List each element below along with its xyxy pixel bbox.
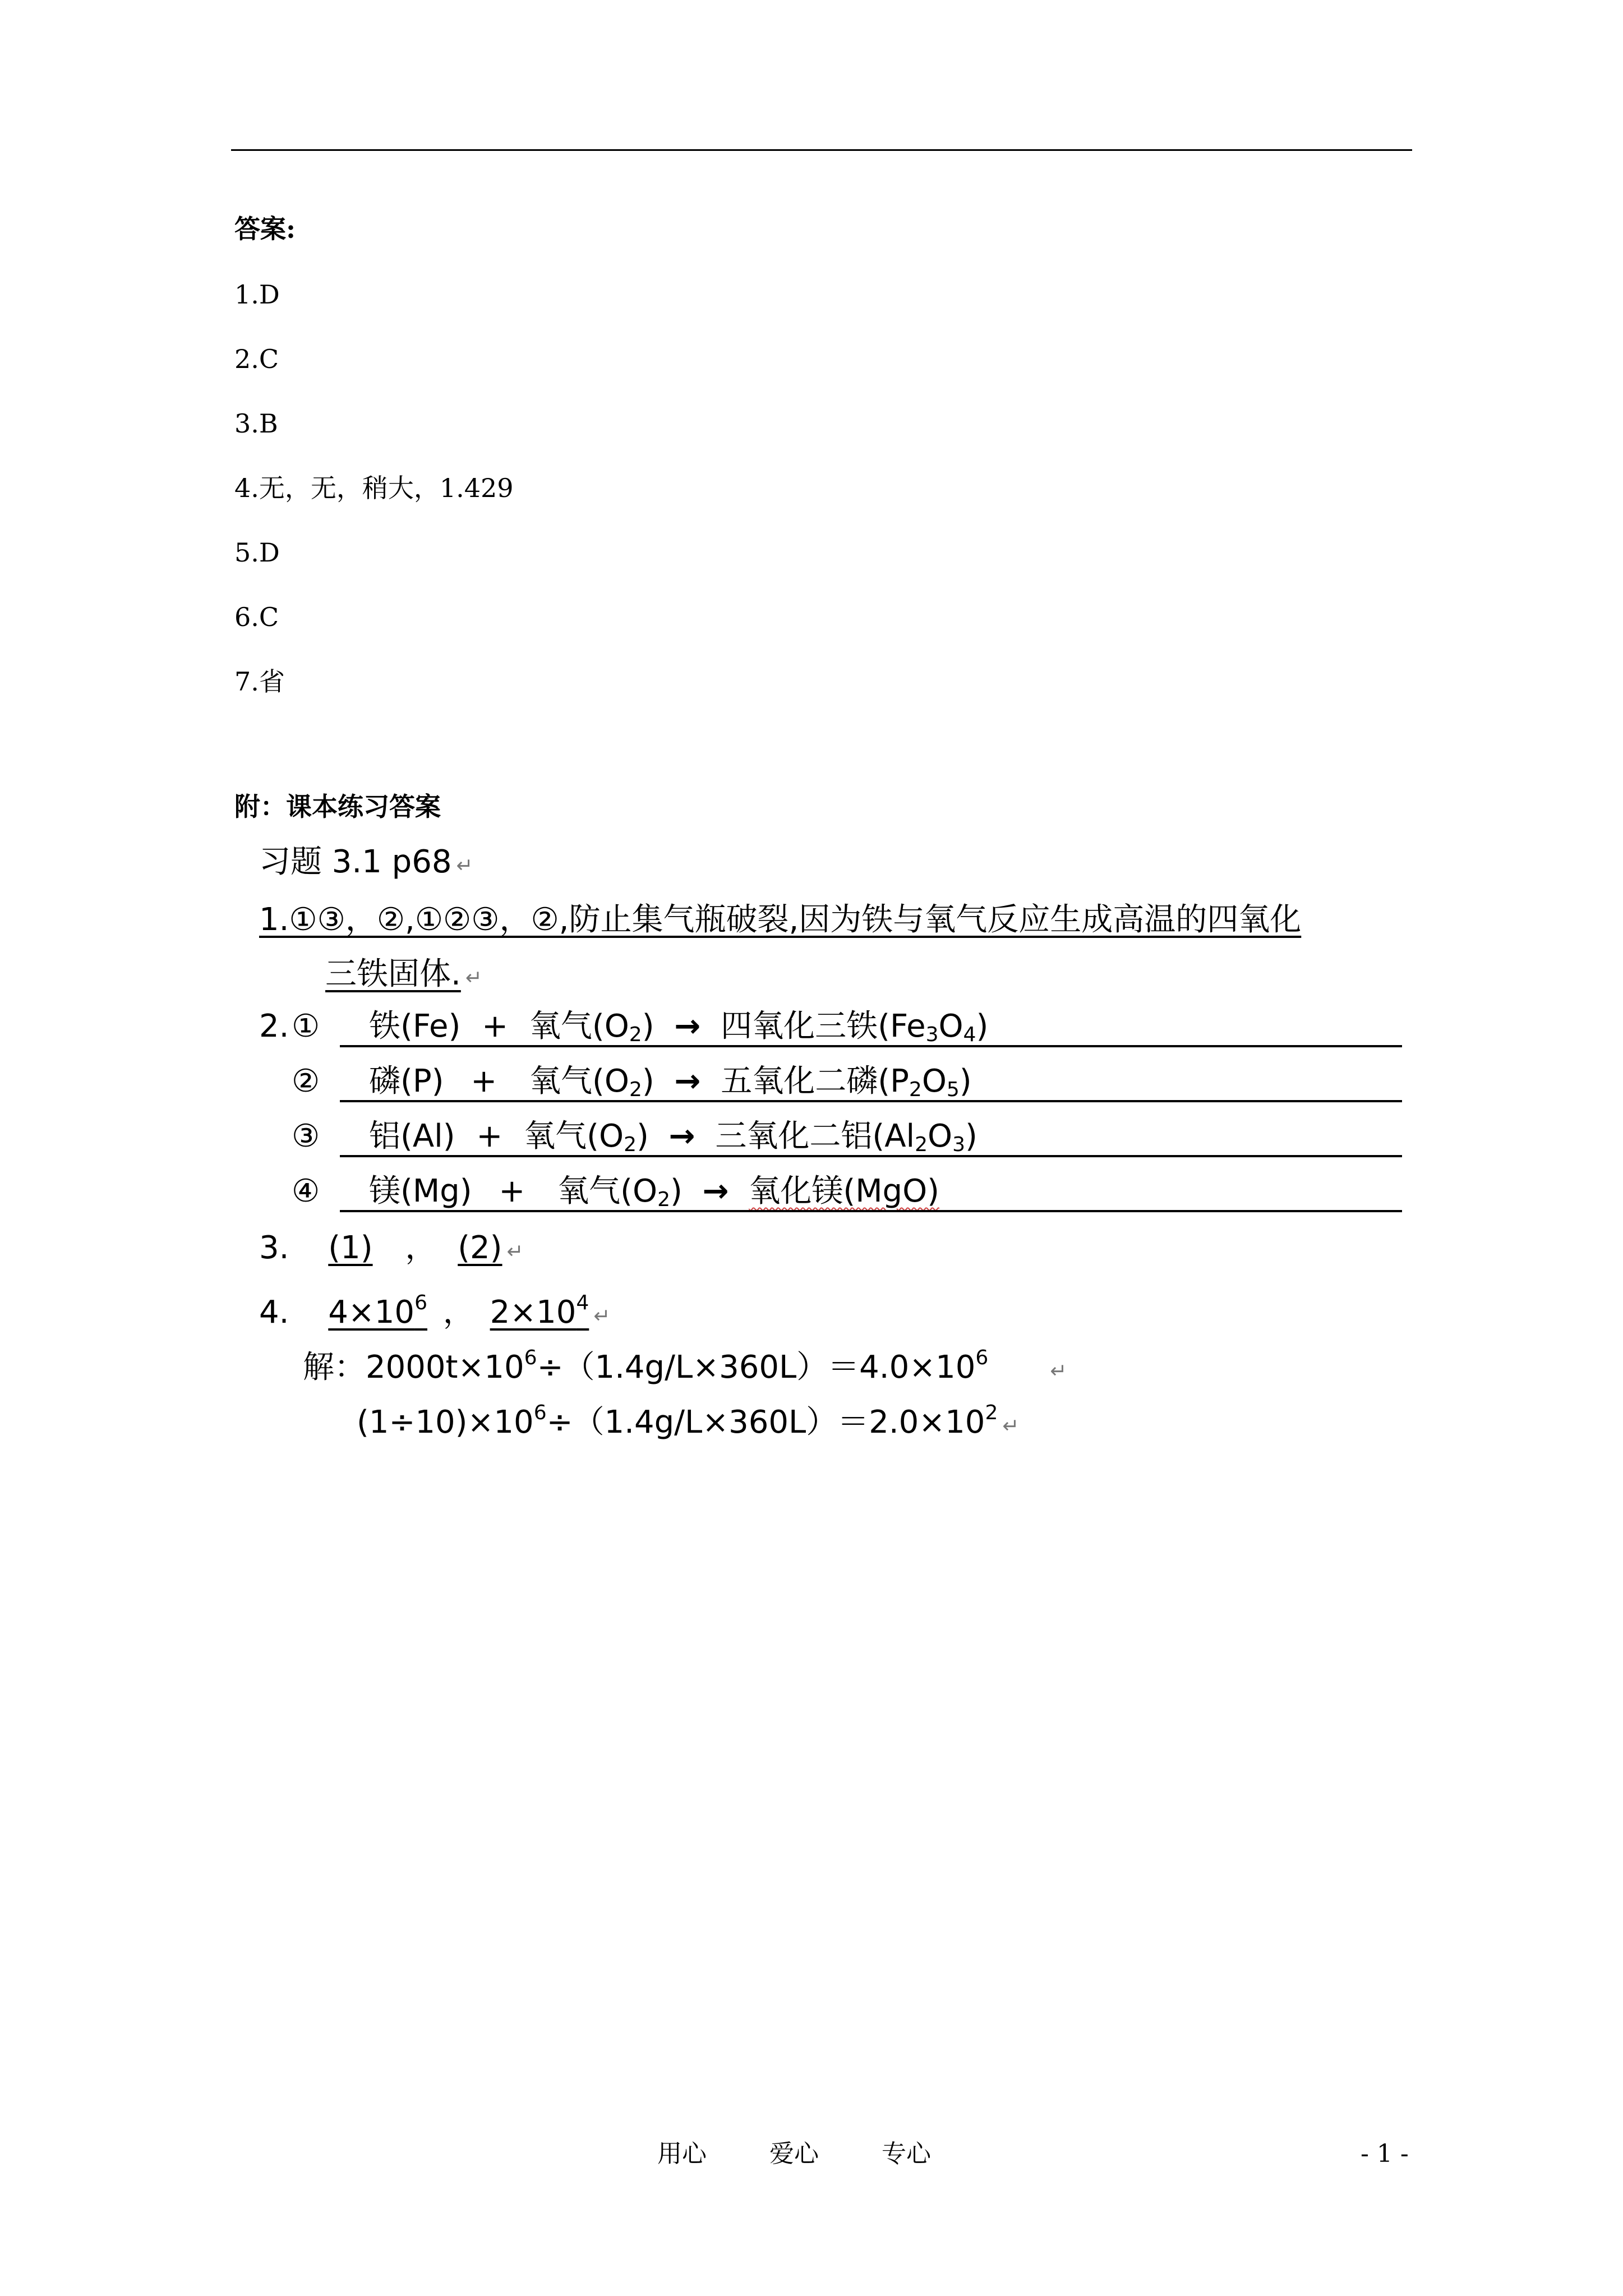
q2-row-1-underline xyxy=(340,1045,1402,1047)
page-number: - 1 - xyxy=(1361,2139,1409,2168)
q2-row-marker: ② xyxy=(292,1063,320,1099)
q2-prefix: 2. xyxy=(259,1008,289,1045)
q1-line-2-text: 三铁固体. xyxy=(325,956,461,992)
q4-line xyxy=(259,1283,610,1336)
answer-item-4: 4.无，无，稍大，1.429 xyxy=(234,473,514,503)
q2-arrow: → xyxy=(702,1173,729,1209)
q2-row-2 xyxy=(292,1062,972,1110)
q2-reactant1: 磷(P) xyxy=(369,1063,444,1099)
q2-arrow: → xyxy=(674,1008,701,1045)
q2-reactant2: 氧气$(O_2)$ xyxy=(529,1008,654,1046)
q4-separator: ， xyxy=(442,1294,474,1331)
q2-reactant1: 镁(Mg) xyxy=(369,1173,472,1209)
q2-arrow: → xyxy=(668,1118,695,1154)
q2-row-4 xyxy=(292,1172,939,1220)
q2-reactant2: 氧气$(O_2)$ xyxy=(529,1063,654,1101)
answer-item-1: 1.D xyxy=(234,279,280,310)
q2-reactant2: 氧气$(O_2)$ xyxy=(524,1118,649,1156)
q3-separator: ， xyxy=(405,1230,437,1266)
return-mark: ↵ xyxy=(1002,1415,1020,1438)
answer-item-5: 5.D xyxy=(234,537,280,568)
q2-plus: + xyxy=(476,1118,503,1154)
q4-prefix: 4. xyxy=(259,1294,289,1331)
q2-row-4-underline xyxy=(340,1210,1402,1212)
footer-motto-3: 专心 xyxy=(882,2139,931,2168)
q3-answer-2: (2) xyxy=(458,1230,502,1266)
q2-plus: + xyxy=(482,1008,509,1045)
q3-line xyxy=(259,1228,524,1272)
header-rule xyxy=(231,149,1412,151)
q2-plus: + xyxy=(499,1173,525,1209)
q2-reactant1: 铁(Fe) xyxy=(369,1008,461,1045)
footer-motto-1: 用心 xyxy=(657,2139,707,2168)
q4-answer-2: $2\times 10^4$ xyxy=(490,1291,589,1331)
q3-prefix: 3. xyxy=(259,1230,289,1266)
q2-product: 三氧化二铝$(Al_2O_3)$ xyxy=(715,1118,978,1156)
appendix-title: 附：课本练习答案 xyxy=(234,792,441,822)
q2-plus: + xyxy=(471,1063,497,1099)
q2-product: 五氧化二磷$(P_2O_5)$ xyxy=(721,1063,972,1101)
q2-row-1 xyxy=(292,1007,988,1055)
return-mark: ↵ xyxy=(1050,1360,1067,1383)
footer-motto-2: 爱心 xyxy=(769,2139,819,2168)
answer-item-3: 3.B xyxy=(234,408,278,439)
q2-row-marker: ④ xyxy=(292,1173,320,1209)
q2-row-2-underline xyxy=(340,1100,1402,1102)
return-mark: ↵ xyxy=(593,1305,611,1328)
q1-line-2 xyxy=(325,955,482,998)
q4-answer-1: $4\times 10^6$ xyxy=(328,1291,427,1331)
q2-arrow: → xyxy=(674,1063,701,1099)
q2-row-3-underline xyxy=(340,1155,1402,1157)
return-mark: ↵ xyxy=(506,1240,524,1263)
exercise-heading-text: 习题 3.1 p68 xyxy=(259,844,452,880)
q2-row-3 xyxy=(292,1117,978,1165)
q3-answer-1: (1) xyxy=(328,1230,373,1266)
q2-product: 四氧化三铁$(Fe_3O_4)$ xyxy=(721,1008,989,1046)
answer-item-2: 2.C xyxy=(234,344,279,374)
q2-row-marker: ① xyxy=(292,1008,320,1045)
q4-solution-label: 解： xyxy=(303,1349,366,1386)
q2-product: 氧化镁(MgO) xyxy=(749,1173,940,1209)
answers-title: 答案: xyxy=(234,214,296,244)
q1-line-1 xyxy=(259,900,1301,940)
q2-reactant2: 氧气$(O_2)$ xyxy=(557,1173,683,1211)
answer-item-6: 6.C xyxy=(234,602,279,632)
q2-row-marker: ③ xyxy=(292,1118,320,1154)
q1-line-1-text: 1.①③，②,①②③，②,防止集气瓶破裂,因为铁与氧气反应生成高温的四氧化 xyxy=(259,901,1302,938)
q2-reactant1: 铝(Al) xyxy=(369,1118,455,1154)
return-mark: ↵ xyxy=(456,854,473,877)
return-mark: ↵ xyxy=(465,967,482,990)
q4-solution-line-1: 解：$2000t\times 10^6\div(1.4g/L\times 360L)=4.0\times 10^6↵$ xyxy=(303,1346,1067,1386)
exercise-heading xyxy=(259,843,473,886)
q4-solution-line-2: $(1\div 10)\times 10^6\div(1.4g/L\times 360L)=2.0\times 10^2↵$ xyxy=(357,1401,1020,1441)
answer-item-7: 7.省 xyxy=(234,666,285,697)
